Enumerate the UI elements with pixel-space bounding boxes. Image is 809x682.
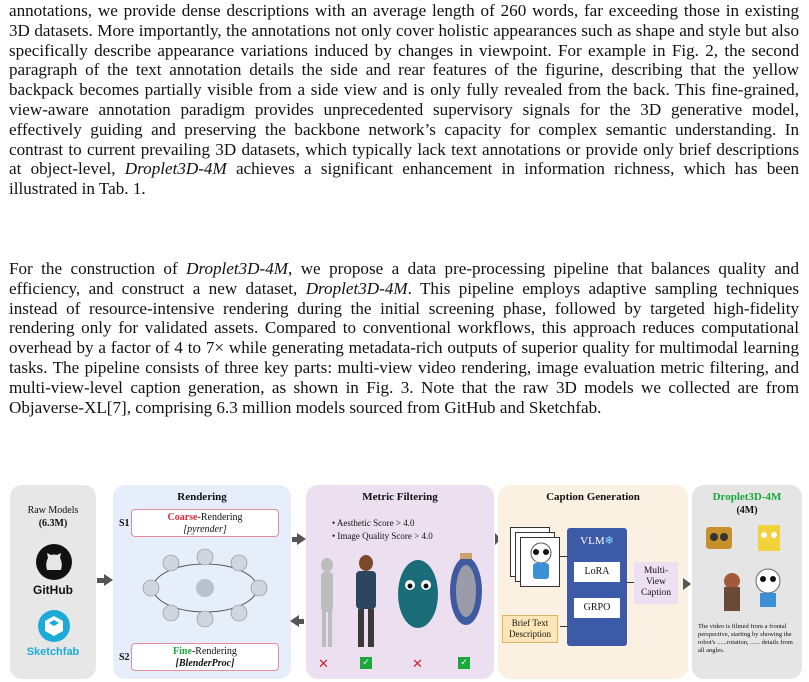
arrow-right-icon xyxy=(104,574,113,586)
dataset-name: Droplet3D-4M xyxy=(186,259,289,278)
metric-bullet-2: • Image Quality Score > 4.0 xyxy=(332,531,433,541)
image-quality-score: Image Quality Score > 4.0 xyxy=(337,531,433,541)
paragraph-text: annotations, we provide dense descriptions with an average length of 260 words, far exceeding those in existing 3D datasets. More importantly, the annotations not only cover holistic appearances such as shape and style but also specifically describe appearance variations induced by changes in viewpoint. For example in Fig. 2, the second paragraph of the text annotation details the side and rear features of the figurine, describing that the yellow backpack becomes partially visible from a side view and is only fully revealed from the back. This fine-grained, view-aware annotation paradigm provides unprecedented supervisory signals for the 3D generative model, effectively guiding and preserving the backbone network’s capacity for complex semantic understanding. In contrast to current prevailing 3D datasets, which typically lack text annotations or provide only brief descriptions at object-level, xyxy=(9,1,799,179)
brief-text-description: Brief Text Description xyxy=(502,615,558,643)
paragraph-text: . This pipeline employs adaptive sampling techniques instead of resource-intensive rendering during the initial screening phase, followed by targeted high-fidelity rendering only for validated assets. Compared to conventional workflows, this approach reduces computational overhead by a factor of 4 to 7× while generating metadata-rich outputs of superior quality for multimodal learning tasks. The pipeline consists of three key parts: multi-view video rendering, image evaluation metric filtering, and multi-view-level caption generation, as shown in Fig. 3. Note that the raw 3D models we collected are from Objaverse-XL[7], comprising 6.3 million models sourced from GitHub and Sketchfab. xyxy=(9,278,799,417)
arrow-shaft xyxy=(298,619,304,624)
connector-line xyxy=(560,626,568,627)
vlm-label xyxy=(567,534,627,547)
paragraph-text: , we propose a data pre-processing pipeline that balances quality and efficiency, and construct a new dataset, xyxy=(9,259,800,298)
pipeline-figure xyxy=(0,480,809,682)
droplet-caption-text: The video is filmed from a frontal perspective, starting by showing the robot's ......rotation, ...... details from all angles. xyxy=(698,623,793,654)
filtered-models-illustration xyxy=(310,549,492,649)
rejected-icon: ✕ xyxy=(318,657,329,672)
sketchfab-label: Sketchfab xyxy=(26,646,80,658)
arrow-right-icon xyxy=(297,533,306,545)
droplet-title: Droplet3D-4M xyxy=(712,491,782,503)
vlm-text: VLM xyxy=(580,535,605,547)
connector-line xyxy=(560,556,568,557)
coarse-word: Coarse xyxy=(167,512,198,523)
sample-models-illustration xyxy=(698,521,796,613)
rejected-icon: ✕ xyxy=(412,657,423,672)
s2-label: S2 xyxy=(119,652,130,663)
paragraph-text: achieves a significant enhancement in information richness, which has been illustrated in Tab. 1. xyxy=(9,159,799,199)
panda-robot-icon xyxy=(524,541,558,585)
snowflake-icon: ❄ xyxy=(604,535,614,547)
aesthetic-score: Aesthetic Score > 4.0 xyxy=(336,518,415,528)
dataset-name: Droplet3D-4M xyxy=(124,159,227,179)
accepted-icon: ✓ xyxy=(458,657,470,669)
body-paragraph-1 xyxy=(9,1,799,199)
coarse-rendering-box xyxy=(131,509,279,537)
dataset-name: Droplet3D-4M xyxy=(305,278,408,298)
multi-view-caption-box: Multi-View Caption xyxy=(634,562,678,604)
rendering-suffix: -Rendering xyxy=(191,646,237,657)
accepted-icon: ✓ xyxy=(360,657,372,669)
body-paragraph-2 xyxy=(9,259,799,417)
rendering-title: Rendering xyxy=(177,491,227,503)
arrow-right-icon xyxy=(683,578,691,590)
s1-label: S1 xyxy=(119,518,130,529)
vlm-block xyxy=(567,528,627,646)
raw-models-panel xyxy=(10,485,96,679)
pyrender-tool: [pyrender] xyxy=(183,524,227,535)
grpo-box: GRPO xyxy=(574,598,620,618)
metric-bullet-1: • Aesthetic Score > 4.0 xyxy=(332,518,415,528)
raw-models-title: Raw Models xyxy=(27,505,79,516)
lora-box: LoRA xyxy=(574,562,620,582)
caption-title: Caption Generation xyxy=(546,491,640,503)
droplet-count: (4M) xyxy=(736,505,758,516)
blenderproc-tool: [BlenderProc] xyxy=(175,658,235,669)
fine-rendering-box xyxy=(131,643,279,671)
paragraph-text: For the construction of xyxy=(9,259,187,278)
rotation-views-illustration xyxy=(135,543,275,633)
metric-filtering-panel xyxy=(306,485,494,679)
sketchfab-icon xyxy=(37,609,71,643)
github-label: GitHub xyxy=(33,583,73,597)
metric-title: Metric Filtering xyxy=(362,491,438,503)
raw-models-count: (6.3M) xyxy=(38,518,68,529)
rendering-panel xyxy=(113,485,291,679)
droplet3d-4m-panel xyxy=(692,485,802,679)
fine-word: Fine xyxy=(173,646,192,657)
rendering-suffix: -Rendering xyxy=(197,512,243,523)
github-icon xyxy=(35,543,73,581)
